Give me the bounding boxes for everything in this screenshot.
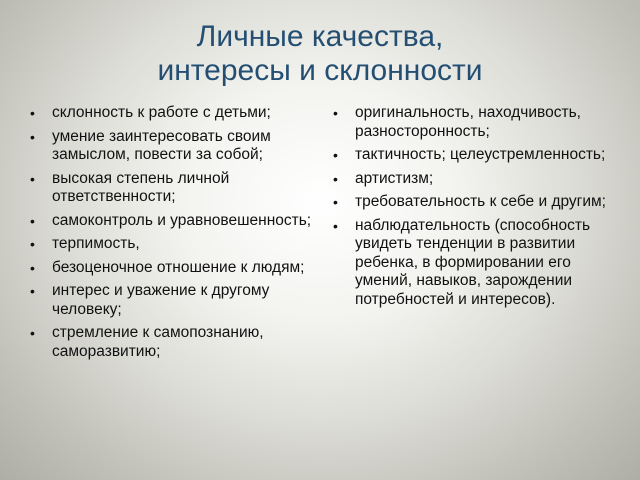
bullet-icon: • (30, 212, 35, 229)
list-item (24, 282, 324, 319)
list-item-text: умение заинтересовать своим замыслом, повести за собой; (52, 127, 271, 163)
list-item (327, 104, 627, 141)
list-item-text: стремление к самопознанию, саморазвитию; (52, 324, 264, 360)
bullet-icon: • (30, 236, 35, 252)
list-item (327, 170, 627, 189)
list-item (327, 217, 627, 310)
list-item-text: высокая степень личной ответственности; (52, 169, 230, 205)
list-item-text: самоконтроль и уравновешенность; (52, 211, 312, 229)
list-item (327, 193, 627, 212)
bullet-icon: • (333, 217, 338, 234)
list-item (327, 146, 627, 165)
list-item-text: тактичность; целеустремленность; (355, 146, 606, 163)
list-item-text: терпимость, (52, 235, 140, 252)
bullet-icon: • (333, 147, 338, 163)
title-line-2: интересы и склонности (157, 54, 483, 87)
left-bullet-list (24, 104, 324, 366)
title-line-1: Личные качества, (196, 20, 444, 53)
bullet-icon: • (30, 105, 35, 121)
list-item-text: наблюдательность (способность увидеть тенденции в развитии ребенка, в формировании его умений, навыков, зарождении потребностей и интересов). (355, 216, 591, 308)
list-item-text: интерес и уважение к другому человеку; (52, 282, 270, 318)
list-item (24, 259, 324, 278)
list-item-text: артистизм; (355, 169, 434, 187)
bullet-icon: • (30, 170, 35, 187)
bullet-icon: • (333, 194, 338, 210)
list-item-text: склонность к работе с детьми; (52, 104, 271, 121)
bullet-icon: • (333, 105, 338, 121)
list-item-text: оригинальность, находчивость, разносторонность; (355, 104, 581, 140)
bullet-icon: • (30, 283, 35, 299)
list-item-text: безоценочное отношение к людям; (52, 258, 305, 276)
slide-title (0, 20, 640, 88)
bullet-icon: • (30, 325, 35, 341)
list-item (24, 324, 324, 361)
list-item (24, 212, 324, 231)
bullet-icon: • (30, 128, 35, 145)
bullet-icon: • (30, 259, 35, 276)
list-item (24, 104, 324, 123)
right-bullet-list (327, 104, 627, 314)
list-item (24, 235, 324, 254)
list-item (24, 170, 324, 207)
bullet-icon: • (333, 170, 338, 187)
list-item (24, 128, 324, 165)
list-item-text: требовательность к себе и другим; (355, 193, 606, 210)
